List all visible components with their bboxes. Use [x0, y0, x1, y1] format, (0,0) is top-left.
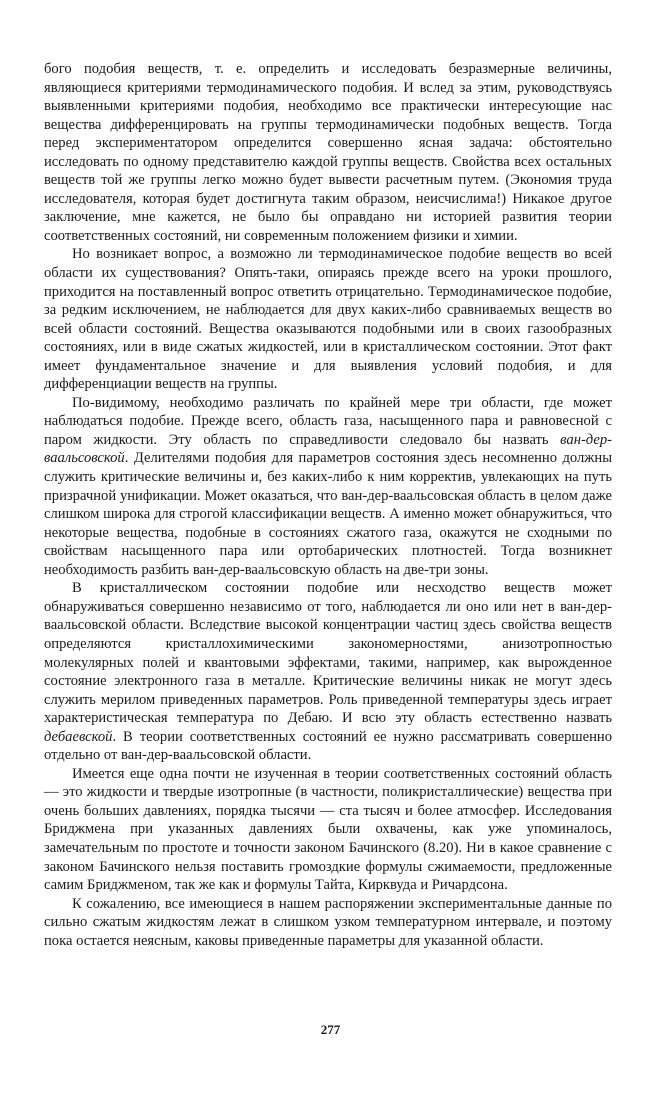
paragraph-6: К сожалению, все имеющиеся в нашем распоряжении экспериментальные данные по сильно сжатым жидкостям лежат в слишком узком температурном интервале, и поэтому пока остается неясным, каковы приведенные параметры для указанной области. [44, 895, 612, 949]
paragraph-3-text-before: По-видимому, необходимо различать по крайней мере три области, где может наблюдаться подобие. Прежде всего, область газа, насыщенного пара и равновесной с паром жидкости. Эту область по справедливости следовало бы назвать [44, 394, 612, 448]
paragraph-3-text-after: . Делителями подобия для параметров состояния здесь несомненно должны служить критические величины и, без каких-либо к ним корректив, увлекающих на путь призрачной унификации. Может оказаться, что ван-дер-ваальсовская область в целом даже слишком широка для строгой классификации веществ. А именно может обнаружиться, что некоторые вещества, подобные в состояниях сжатого газа, окажутся не сходными по свойствам насыщенного пара или ортобарических плотностей. Тогда возникнет необходимость разбить ван-дер-ваальсовскую область на две-три зоны. [44, 450, 612, 578]
page-number: 277 [320, 1022, 341, 1037]
paragraph-1: бого подобия веществ, т. е. определить и исследовать безразмерные величины, являющиеся критериями термодинамического подобия. И вслед за этим, руководствуясь выявленными критериями подобия, необходимо все практически интересующие нас вещества дифференцировать на группы термодинамически подобных веществ. Тогда перед экспериментатором определится совершенно ясная задача: обстоятельно исследовать по одному представителю каждой группы веществ. Свойства всех остальных веществ той же группы легко можно будет вывести расчетным путем. (Экономия труда исследователя, которая будет достигнута таким образом, неисчислима!) Никакое другое заключение, мне кажется, не было бы оправдано ни историей развития теории соответственных состояний, ни современным положением физики и химии. [44, 61, 612, 244]
term-van-der-waals: ван-дер-ваальсовской [44, 431, 612, 467]
paragraph-3 [44, 394, 612, 579]
paragraph-2: Но возникает вопрос, а возможно ли термодинамическое подобие веществ во всей области их существования? Опять-таки, опираясь прежде всего на уроки прошлого, приходится на поставленный вопрос ответить отрицательно. Термодинамическое подобие, за редким исключением, не наблюдается для двух каких-либо сравниваемых веществ во всей области состояний. Вещества оказываются подобными или в своих газообразных состояниях, или в виде сжатых жидкостей, или в кристаллическом состоянии. Этот факт имеет фундаментальное значение и для выявления условий подобия, и для дифференциации веществ на группы. [44, 246, 612, 393]
term-debye: дебаевской [44, 728, 113, 745]
paragraph-4 [44, 579, 612, 764]
paragraph-4-text-after: . В теории соответственных состояний ее нужно рассматривать совершенно отдельно от ван-дер-ваальсовской области. [44, 728, 612, 764]
paragraph-4-text-before: В кристаллическом состоянии подобие или несходство веществ может обнаруживаться совершенно независимо от того, наблюдается ли оно или нет в ван-дер-ваальсовской области. Вследствие высокой концентрации частиц здесь свойства веществ определяются кристаллохимическими закономерностями, анизотропностью молекулярных полей и квантовыми эффектами, такими, например, как вырожденное состояние электронного газа в металле. Критические величины никак не могут здесь служить мерилом приведенных параметров. Роль приведенной температуры здесь играет характеристическая температура по Дебаю. И всю эту область естественно назвать [44, 580, 612, 727]
paragraph-5: Имеется еще одна почти не изученная в теории соответственных состояний область — это жидкости и твердые изотропные (в частности, поликристаллические) вещества при очень больших давлениях, порядка тысячи — ста тысяч и более атмосфер. Исследования Бриджмена при указанных давлениях были охвачены, как уже упоминалось, замечательным по простоте и точности законом Бачинского (8.20). Ни в какое сравнение с законом Бачинского нельзя поставить громоздкие формулы сжимаемости, предложенные самим Бриджменом, так же как и формулы Тайта, Кирквуда и Ричардсона. [44, 765, 612, 894]
page-body [44, 60, 612, 950]
